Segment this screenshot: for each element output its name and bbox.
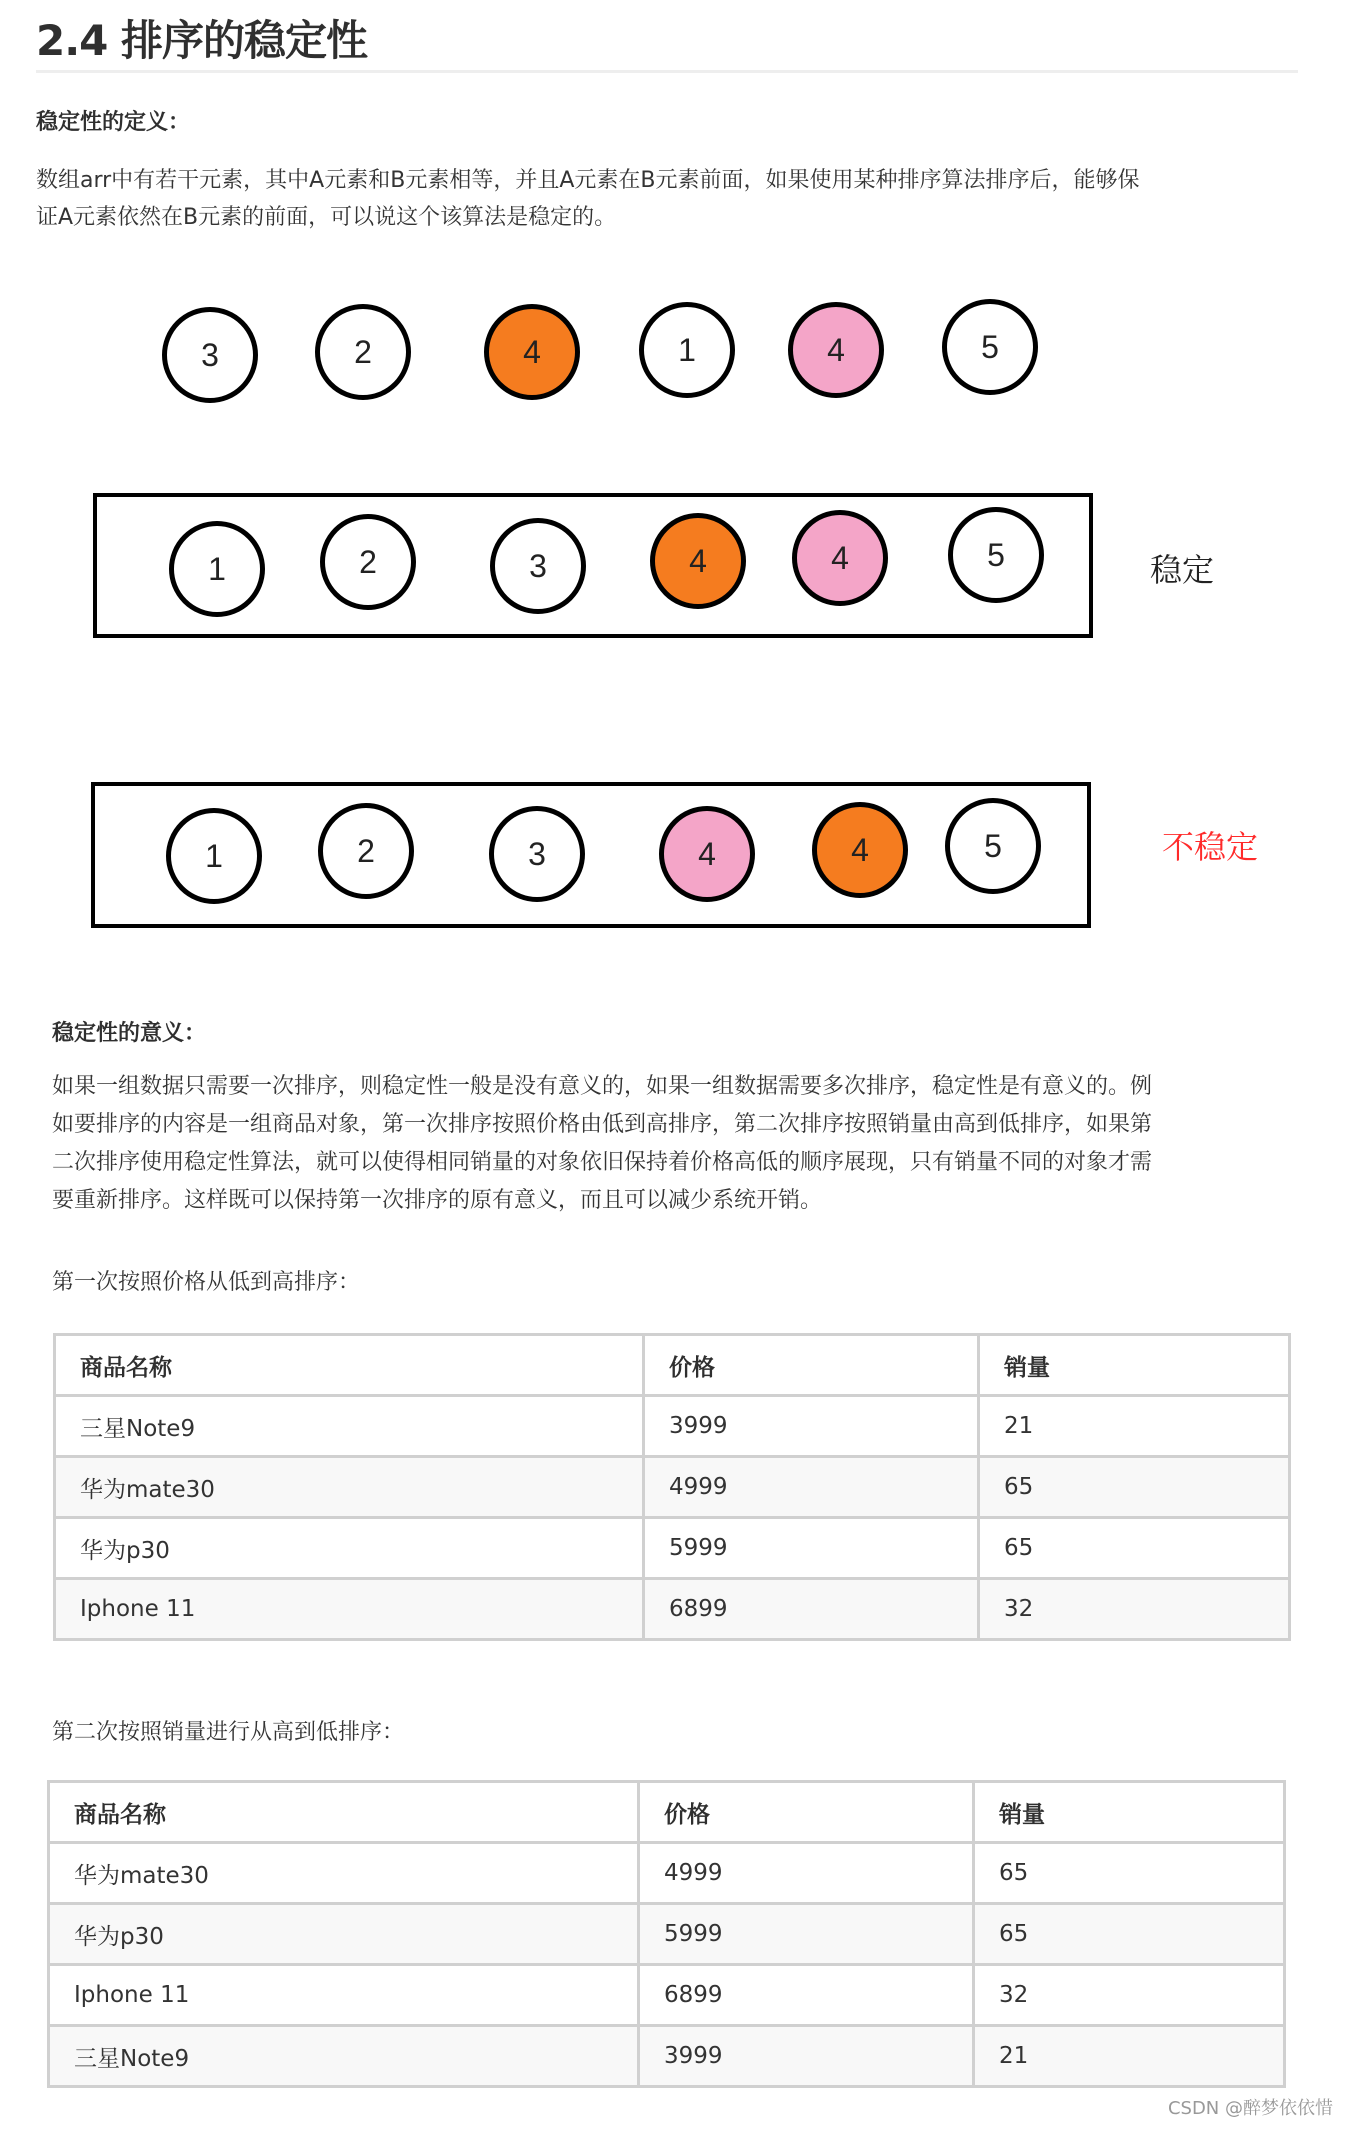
cell-sales: 21 [979, 1396, 1290, 1457]
cell-price: 4999 [644, 1457, 979, 1518]
header-price: 价格 [639, 1782, 974, 1843]
unstable-circle-2: 2 [318, 803, 414, 899]
cell-sales: 21 [974, 2026, 1285, 2087]
original-circle-1: 3 [162, 307, 258, 403]
unstable-circle-5: 4 [812, 802, 908, 898]
header-sales: 销量 [974, 1782, 1285, 1843]
stable-circle-2: 2 [320, 514, 416, 610]
cell-price: 5999 [639, 1904, 974, 1965]
heading-divider [36, 70, 1298, 73]
table2-caption: 第二次按照销量进行从高到低排序： [52, 1720, 405, 1745]
meaning-line: 要重新排序。这样既可以保持第一次排序的原有意义，而且可以减少系统开销。 [52, 1188, 823, 1213]
unstable-circle-6: 5 [945, 798, 1041, 894]
table-row [55, 1518, 1290, 1579]
stable-label: 稳定 [1150, 551, 1215, 589]
cell-sales: 65 [974, 1904, 1285, 1965]
definition-line-1: 数组arr中有若干元素，其中A元素和B元素相等，并且A元素在B元素前面，如果使用某种排序算法排序后，能够保 [36, 168, 1140, 193]
unstable-label: 不稳定 [1162, 828, 1259, 866]
stable-circle-3: 3 [490, 518, 586, 614]
header-price: 价格 [644, 1335, 979, 1396]
cell-price: 4999 [639, 1843, 974, 1904]
cell-price: 6899 [639, 1965, 974, 2026]
cell-price: 6899 [644, 1579, 979, 1640]
cell-name: Iphone 11 [55, 1579, 644, 1640]
cell-price: 3999 [639, 2026, 974, 2087]
cell-sales: 32 [979, 1579, 1290, 1640]
cell-name: 华为mate30 [55, 1457, 644, 1518]
cell-name: Iphone 11 [49, 1965, 639, 2026]
table-row [49, 1965, 1285, 2026]
table-row [49, 1843, 1285, 1904]
unstable-circle-4: 4 [659, 806, 755, 902]
stable-circle-6: 5 [948, 507, 1044, 603]
cell-name: 三星Note9 [49, 2026, 639, 2087]
price-sort-table [53, 1333, 1291, 1641]
meaning-line: 如要排序的内容是一组商品对象，第一次排序按照价格由低到高排序，第二次排序按照销量由高到低排序，如果第 [52, 1112, 1153, 1137]
header-name: 商品名称 [55, 1335, 644, 1396]
table-row [55, 1396, 1290, 1457]
original-circle-6: 5 [942, 299, 1038, 395]
cell-name: 华为mate30 [49, 1843, 639, 1904]
meaning-line: 二次排序使用稳定性算法，就可以使得相同销量的对象依旧保持着价格高低的顺序展现，只有销量不同的对象才需 [52, 1150, 1153, 1175]
csdn-watermark: CSDN @醉梦依依惜 [1167, 2098, 1333, 2119]
cell-sales: 65 [979, 1457, 1290, 1518]
table-row [55, 1579, 1290, 1640]
meaning-line: 如果一组数据只需要一次排序，则稳定性一般是没有意义的，如果一组数据需要多次排序，稳定性是有意义的。例 [52, 1074, 1153, 1099]
cell-price: 3999 [644, 1396, 979, 1457]
stable-circle-4: 4 [650, 513, 746, 609]
meaning-paragraph [52, 1068, 1152, 1220]
unstable-circle-1: 1 [166, 808, 262, 904]
meaning-title: 稳定性的意义： [52, 1021, 207, 1046]
table-row [55, 1457, 1290, 1518]
header-name: 商品名称 [49, 1782, 639, 1843]
table-row [49, 2026, 1285, 2087]
cell-name: 华为p30 [55, 1518, 644, 1579]
section-heading: 2.4 排序的稳定性 [36, 16, 368, 65]
original-circle-3: 4 [484, 304, 580, 400]
cell-name: 三星Note9 [55, 1396, 644, 1457]
definition-line-2: 证A元素依然在B元素的前面，可以说这个该算法是稳定的。 [36, 205, 617, 230]
sales-sort-table [47, 1780, 1286, 2088]
stable-circle-1: 1 [169, 521, 265, 617]
definition-title: 稳定性的定义： [36, 110, 191, 135]
unstable-circle-3: 3 [489, 806, 585, 902]
table-row [49, 1904, 1285, 1965]
original-circle-4: 1 [639, 302, 735, 398]
header-sales: 销量 [979, 1335, 1290, 1396]
cell-sales: 65 [974, 1843, 1285, 1904]
cell-sales: 32 [974, 1965, 1285, 2026]
cell-sales: 65 [979, 1518, 1290, 1579]
table-header-row [55, 1335, 1290, 1396]
stable-circle-5: 4 [792, 510, 888, 606]
original-circle-2: 2 [315, 304, 411, 400]
original-circle-5: 4 [788, 302, 884, 398]
cell-name: 华为p30 [49, 1904, 639, 1965]
cell-price: 5999 [644, 1518, 979, 1579]
table-header-row [49, 1782, 1285, 1843]
table1-caption: 第一次按照价格从低到高排序： [52, 1270, 361, 1295]
